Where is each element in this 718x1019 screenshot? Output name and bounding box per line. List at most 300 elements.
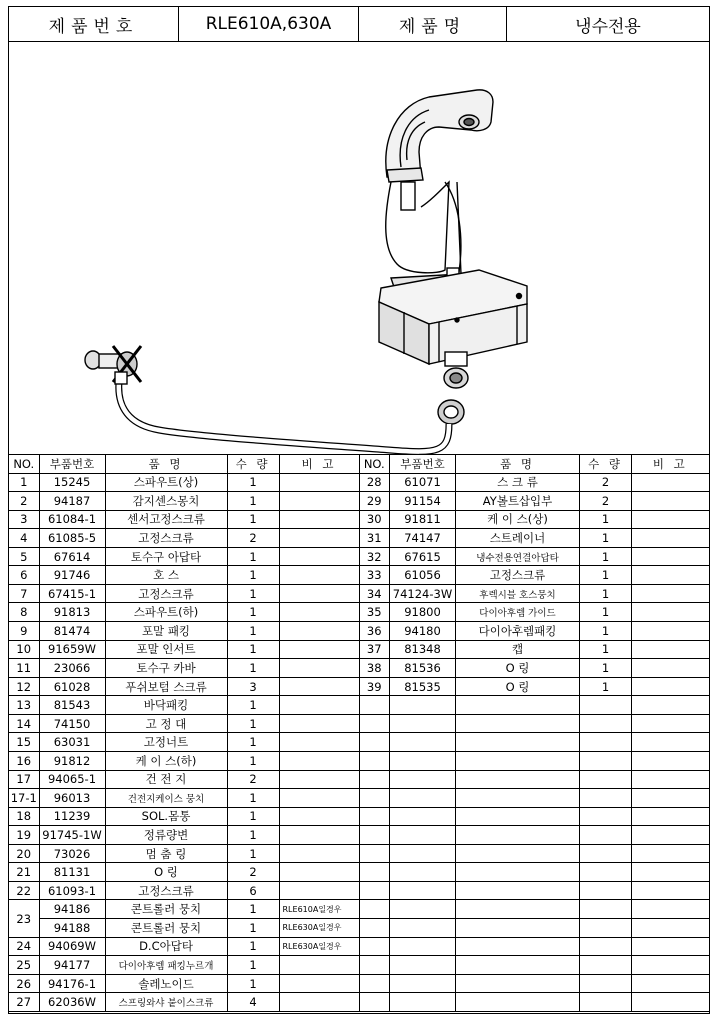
table-row <box>9 492 359 511</box>
name-cell: 고 정 대 <box>105 714 227 733</box>
name-cell: 푸쉬보텀 스크류 <box>105 677 227 696</box>
remark-cell <box>279 881 359 900</box>
remark-cell <box>279 844 359 863</box>
qty-cell: 2 <box>580 473 632 492</box>
col-qty-header: 수 량 <box>580 455 632 473</box>
empty-cell <box>360 826 390 845</box>
part-no-cell: 94177 <box>39 956 105 975</box>
part-no-cell: 61071 <box>390 473 456 492</box>
part-no-cell: 91800 <box>390 603 456 622</box>
part-no-cell: 91813 <box>39 603 105 622</box>
name-cell: 건 전 지 <box>105 770 227 789</box>
part-no-cell: 91745-1W <box>39 826 105 845</box>
empty-cell <box>456 714 580 733</box>
empty-cell <box>580 751 632 770</box>
empty-cell <box>456 789 580 808</box>
empty-cell <box>360 900 390 919</box>
name-cell: 토수구 아답타 <box>105 547 227 566</box>
remark-cell <box>279 510 359 529</box>
no-cell: 31 <box>360 529 390 548</box>
part-no-cell: 81536 <box>390 659 456 678</box>
remark-cell: RLE610A일경우 <box>279 900 359 919</box>
no-cell: 7 <box>9 584 39 603</box>
part-no-cell: 11239 <box>39 807 105 826</box>
remark-cell <box>632 529 709 548</box>
qty-cell: 1 <box>227 900 279 919</box>
remark-cell <box>279 622 359 641</box>
empty-cell <box>390 956 456 975</box>
empty-row <box>360 733 709 752</box>
name-cell: 스트레이너 <box>456 529 580 548</box>
product-no-label: 제품번호 <box>9 7 179 41</box>
col-no-header: NO. <box>360 455 390 473</box>
name-cell: 다이아후렘패킹 <box>456 622 580 641</box>
empty-cell <box>360 696 390 715</box>
faucet-illustration <box>9 42 709 454</box>
remark-cell: RLE630A일경우 <box>279 919 359 938</box>
qty-cell: 2 <box>580 492 632 511</box>
empty-cell <box>360 733 390 752</box>
empty-cell <box>390 974 456 993</box>
empty-cell <box>360 770 390 789</box>
part-no-cell: 74124-3W <box>390 584 456 603</box>
remark-cell <box>279 566 359 585</box>
empty-cell <box>360 974 390 993</box>
part-no-cell: 94069W <box>39 937 105 956</box>
table-row <box>9 529 359 548</box>
qty-cell: 1 <box>227 547 279 566</box>
name-cell: 포말 패킹 <box>105 622 227 641</box>
empty-cell <box>580 900 632 919</box>
product-no-value: RLE610A,630A <box>179 7 359 41</box>
table-row <box>9 789 359 808</box>
table-row <box>360 492 709 511</box>
name-cell: O 링 <box>105 863 227 882</box>
remark-cell <box>632 640 709 659</box>
no-cell: 35 <box>360 603 390 622</box>
empty-cell <box>360 844 390 863</box>
remark-cell <box>279 974 359 993</box>
table-row <box>360 566 709 585</box>
part-no-cell: 94186 <box>39 900 105 919</box>
table-row <box>9 770 359 789</box>
empty-cell <box>456 937 580 956</box>
remark-cell <box>279 807 359 826</box>
remark-cell <box>632 510 709 529</box>
remark-cell <box>279 677 359 696</box>
parts-sheet <box>8 6 710 1014</box>
empty-cell <box>632 956 709 975</box>
part-no-cell: 67614 <box>39 547 105 566</box>
no-cell: 38 <box>360 659 390 678</box>
remark-cell <box>279 789 359 808</box>
name-cell: 캡 <box>456 640 580 659</box>
part-no-cell: 61028 <box>39 677 105 696</box>
table-row <box>360 473 709 492</box>
table-row <box>9 603 359 622</box>
part-no-cell: 74150 <box>39 714 105 733</box>
table-row <box>9 696 359 715</box>
empty-cell <box>456 993 580 1012</box>
remark-cell <box>632 584 709 603</box>
part-no-cell: 61084-1 <box>39 510 105 529</box>
empty-cell <box>390 881 456 900</box>
table-row <box>360 510 709 529</box>
remark-cell <box>279 770 359 789</box>
name-cell: 고정스크류 <box>105 881 227 900</box>
table-row <box>9 622 359 641</box>
name-cell: 스 크 류 <box>456 473 580 492</box>
empty-cell <box>456 751 580 770</box>
part-no-cell: 94188 <box>39 919 105 938</box>
remark-cell <box>632 603 709 622</box>
right-header-row <box>360 455 709 473</box>
empty-cell <box>390 751 456 770</box>
no-cell: 32 <box>360 547 390 566</box>
empty-cell <box>390 696 456 715</box>
product-drawing <box>9 42 709 455</box>
col-remark-header: 비 고 <box>632 455 709 473</box>
empty-cell <box>390 900 456 919</box>
name-cell: SOL.몸통 <box>105 807 227 826</box>
name-cell: 콘트롤러 뭉치 <box>105 900 227 919</box>
empty-cell <box>632 751 709 770</box>
qty-cell: 1 <box>227 826 279 845</box>
empty-cell <box>580 826 632 845</box>
empty-cell <box>390 937 456 956</box>
empty-cell <box>390 733 456 752</box>
no-cell: 9 <box>9 622 39 641</box>
qty-cell: 1 <box>227 807 279 826</box>
empty-cell <box>632 974 709 993</box>
no-cell: 6 <box>9 566 39 585</box>
remark-cell <box>279 603 359 622</box>
part-no-cell: 81543 <box>39 696 105 715</box>
no-cell: 33 <box>360 566 390 585</box>
empty-cell <box>456 974 580 993</box>
part-no-cell: 94065-1 <box>39 770 105 789</box>
empty-cell <box>632 900 709 919</box>
empty-cell <box>456 900 580 919</box>
no-cell: 2 <box>9 492 39 511</box>
part-no-cell: 63031 <box>39 733 105 752</box>
table-row <box>9 807 359 826</box>
table-row <box>9 844 359 863</box>
empty-cell <box>360 956 390 975</box>
table-row <box>9 659 359 678</box>
empty-cell <box>390 807 456 826</box>
col-part-no-header: 부품번호 <box>390 455 456 473</box>
part-no-cell: 91812 <box>39 751 105 770</box>
col-remark-header: 비 고 <box>279 455 359 473</box>
name-cell: 호 스 <box>105 566 227 585</box>
part-no-cell: 91659W <box>39 640 105 659</box>
remark-cell <box>279 492 359 511</box>
table-row <box>360 622 709 641</box>
empty-cell <box>456 881 580 900</box>
qty-cell: 1 <box>580 677 632 696</box>
no-cell: 12 <box>9 677 39 696</box>
qty-cell: 1 <box>580 622 632 641</box>
qty-cell: 1 <box>227 844 279 863</box>
part-no-cell: 91746 <box>39 566 105 585</box>
name-cell: 케 이 스(상) <box>456 510 580 529</box>
empty-cell <box>580 733 632 752</box>
remark-cell <box>632 566 709 585</box>
empty-row <box>360 789 709 808</box>
empty-cell <box>390 863 456 882</box>
empty-cell <box>360 919 390 938</box>
qty-cell: 1 <box>227 733 279 752</box>
empty-cell <box>580 937 632 956</box>
remark-cell <box>279 584 359 603</box>
no-cell: 26 <box>9 974 39 993</box>
empty-cell <box>580 993 632 1012</box>
name-cell: AY볼트삽입부 <box>456 492 580 511</box>
remark-cell <box>279 733 359 752</box>
empty-cell <box>632 919 709 938</box>
empty-cell <box>632 826 709 845</box>
no-cell: 29 <box>360 492 390 511</box>
qty-cell: 1 <box>227 714 279 733</box>
parts-table-right <box>360 455 709 1012</box>
part-no-cell: 91154 <box>390 492 456 511</box>
table-row <box>360 603 709 622</box>
name-cell: 감지센스몽치 <box>105 492 227 511</box>
empty-row <box>360 863 709 882</box>
empty-cell <box>632 844 709 863</box>
part-no-cell: 67615 <box>390 547 456 566</box>
remark-cell <box>279 956 359 975</box>
qty-cell: 1 <box>227 566 279 585</box>
qty-cell: 1 <box>227 937 279 956</box>
qty-cell: 1 <box>227 492 279 511</box>
no-cell: 25 <box>9 956 39 975</box>
qty-cell: 2 <box>227 770 279 789</box>
table-row <box>9 826 359 845</box>
no-cell: 20 <box>9 844 39 863</box>
empty-cell <box>580 919 632 938</box>
product-name-label: 제품명 <box>359 7 507 41</box>
no-cell: 5 <box>9 547 39 566</box>
no-cell: 19 <box>9 826 39 845</box>
empty-cell <box>360 881 390 900</box>
name-cell: O 링 <box>456 659 580 678</box>
qty-cell: 1 <box>227 956 279 975</box>
name-cell: 센서고정스크류 <box>105 510 227 529</box>
qty-cell: 1 <box>580 547 632 566</box>
table-row <box>9 510 359 529</box>
empty-cell <box>632 714 709 733</box>
part-no-cell: 91811 <box>390 510 456 529</box>
qty-cell: 1 <box>227 622 279 641</box>
table-row <box>360 584 709 603</box>
no-cell: 4 <box>9 529 39 548</box>
empty-cell <box>360 714 390 733</box>
part-no-cell: 81535 <box>390 677 456 696</box>
table-row <box>9 677 359 696</box>
part-no-cell: 15245 <box>39 473 105 492</box>
empty-cell <box>390 993 456 1012</box>
remark-cell <box>632 659 709 678</box>
part-no-cell: 94176-1 <box>39 974 105 993</box>
no-cell: 8 <box>9 603 39 622</box>
part-no-cell: 94180 <box>390 622 456 641</box>
empty-cell <box>580 863 632 882</box>
col-qty-header: 수 량 <box>227 455 279 473</box>
table-row <box>9 566 359 585</box>
empty-cell <box>390 789 456 808</box>
col-name-header: 품 명 <box>456 455 580 473</box>
remark-cell <box>279 659 359 678</box>
empty-cell <box>632 789 709 808</box>
qty-cell: 1 <box>580 659 632 678</box>
empty-cell <box>360 751 390 770</box>
qty-cell: 1 <box>580 584 632 603</box>
empty-cell <box>456 696 580 715</box>
part-no-cell: 61056 <box>390 566 456 585</box>
remark-cell <box>632 677 709 696</box>
table-row <box>9 584 359 603</box>
name-cell: 토수구 카바 <box>105 659 227 678</box>
empty-row <box>360 714 709 733</box>
remark-cell <box>279 547 359 566</box>
table-row <box>9 473 359 492</box>
no-cell: 16 <box>9 751 39 770</box>
qty-cell: 1 <box>580 566 632 585</box>
table-row <box>9 640 359 659</box>
part-no-cell: 74147 <box>390 529 456 548</box>
empty-cell <box>456 807 580 826</box>
qty-cell: 1 <box>227 696 279 715</box>
qty-cell: 1 <box>580 603 632 622</box>
left-header-row <box>9 455 359 473</box>
qty-cell: 1 <box>227 603 279 622</box>
table-row <box>9 937 359 956</box>
no-cell: 22 <box>9 881 39 900</box>
name-cell: 콘트롤러 뭉치 <box>105 919 227 938</box>
empty-cell <box>456 733 580 752</box>
qty-cell: 1 <box>227 510 279 529</box>
no-cell: 11 <box>9 659 39 678</box>
table-row <box>360 640 709 659</box>
empty-cell <box>456 826 580 845</box>
col-no-header: NO. <box>9 455 39 473</box>
col-part-no-header: 부품번호 <box>39 455 105 473</box>
no-cell: 23 <box>9 900 39 937</box>
no-cell: 18 <box>9 807 39 826</box>
name-cell: 스파우트(하) <box>105 603 227 622</box>
part-no-cell: 96013 <box>39 789 105 808</box>
part-no-cell: 23066 <box>39 659 105 678</box>
remark-cell <box>632 492 709 511</box>
name-cell: 후렉시블 호스뭉치 <box>456 584 580 603</box>
empty-row <box>360 844 709 863</box>
remark-cell <box>632 622 709 641</box>
name-cell: 케 이 스(하) <box>105 751 227 770</box>
qty-cell: 1 <box>580 640 632 659</box>
table-row <box>360 547 709 566</box>
empty-cell <box>580 770 632 789</box>
part-no-cell: 94187 <box>39 492 105 511</box>
qty-cell: 1 <box>227 640 279 659</box>
part-no-cell: 61093-1 <box>39 881 105 900</box>
empty-cell <box>360 863 390 882</box>
part-no-cell: 81474 <box>39 622 105 641</box>
table-row <box>9 993 359 1012</box>
empty-cell <box>632 770 709 789</box>
product-name-value: 냉수전용 <box>575 16 641 37</box>
qty-cell: 1 <box>227 659 279 678</box>
no-cell: 17 <box>9 770 39 789</box>
empty-row <box>360 881 709 900</box>
name-cell: 고정스크류 <box>105 584 227 603</box>
empty-cell <box>580 714 632 733</box>
qty-cell: 1 <box>227 919 279 938</box>
empty-cell <box>632 863 709 882</box>
table-row <box>9 881 359 900</box>
empty-row <box>360 770 709 789</box>
empty-row <box>360 937 709 956</box>
no-cell: 15 <box>9 733 39 752</box>
remark-cell <box>279 993 359 1012</box>
remark-cell <box>279 751 359 770</box>
empty-row <box>360 974 709 993</box>
empty-row <box>360 919 709 938</box>
no-cell: 24 <box>9 937 39 956</box>
no-cell: 10 <box>9 640 39 659</box>
empty-cell <box>632 993 709 1012</box>
empty-row <box>360 900 709 919</box>
empty-cell <box>580 789 632 808</box>
remark-cell <box>279 640 359 659</box>
remark-cell <box>279 529 359 548</box>
qty-cell: 1 <box>227 974 279 993</box>
empty-cell <box>390 919 456 938</box>
empty-cell <box>580 696 632 715</box>
no-cell: 1 <box>9 473 39 492</box>
name-cell: 냉수전용연결아답타 <box>456 547 580 566</box>
no-cell: 28 <box>360 473 390 492</box>
part-no-cell: 73026 <box>39 844 105 863</box>
table-row <box>9 956 359 975</box>
no-cell: 17-1 <box>9 789 39 808</box>
empty-cell <box>456 844 580 863</box>
no-cell: 13 <box>9 696 39 715</box>
empty-cell <box>390 770 456 789</box>
remark-cell <box>632 473 709 492</box>
name-cell: 다이아후렘 패킹누르개 <box>105 956 227 975</box>
qty-cell: 1 <box>227 584 279 603</box>
table-row <box>360 529 709 548</box>
empty-cell <box>580 974 632 993</box>
empty-cell <box>580 807 632 826</box>
remark-cell <box>279 826 359 845</box>
qty-cell: 2 <box>227 529 279 548</box>
part-no-cell: 81131 <box>39 863 105 882</box>
name-cell: 정류량변 <box>105 826 227 845</box>
empty-cell <box>632 696 709 715</box>
qty-cell: 4 <box>227 993 279 1012</box>
no-cell: 14 <box>9 714 39 733</box>
qty-cell: 1 <box>580 510 632 529</box>
name-cell: 고정스크류 <box>456 566 580 585</box>
no-cell: 3 <box>9 510 39 529</box>
empty-cell <box>360 789 390 808</box>
table-row <box>9 547 359 566</box>
remark-cell <box>279 696 359 715</box>
table-row <box>360 659 709 678</box>
